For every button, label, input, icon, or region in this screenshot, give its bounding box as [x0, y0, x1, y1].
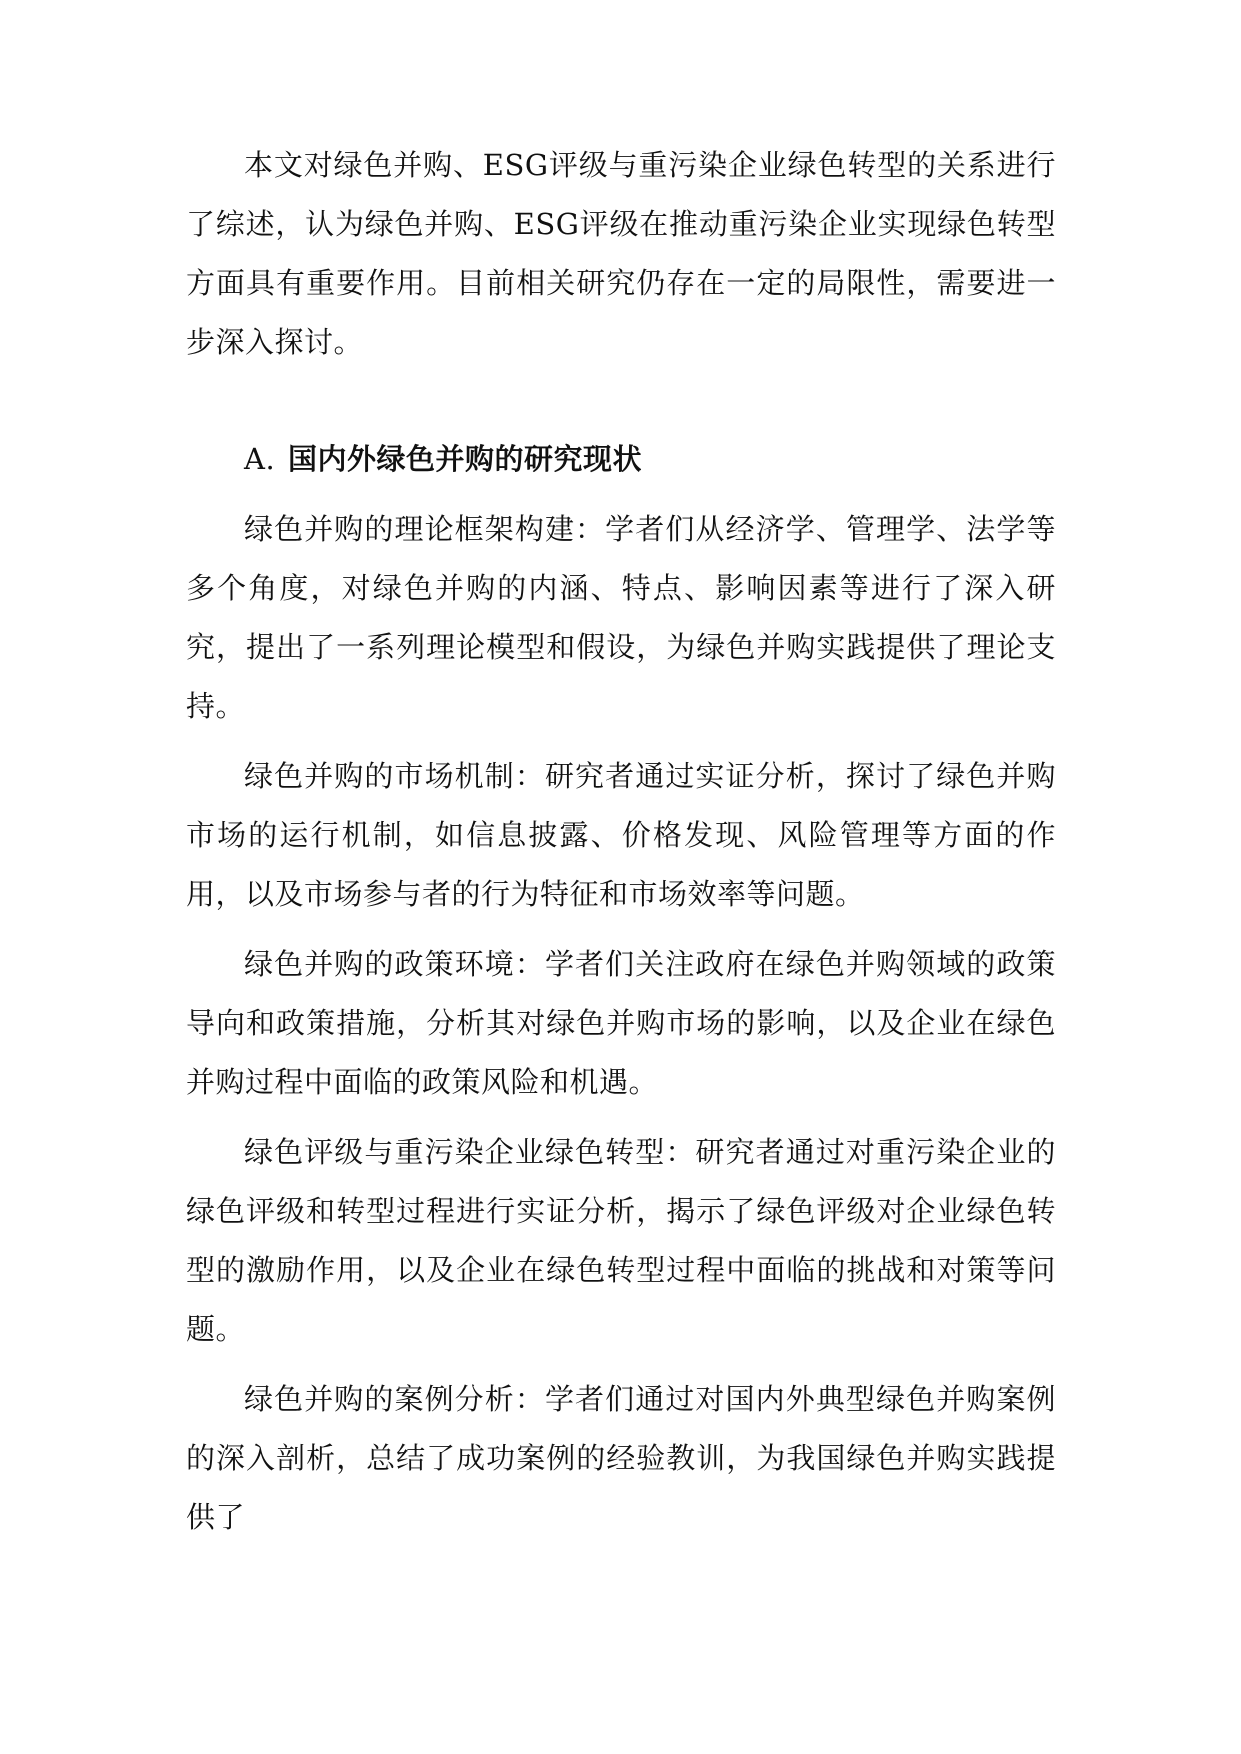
heading-spacer — [186, 489, 1056, 500]
document-body — [186, 136, 1056, 1547]
paragraph-spacer — [186, 924, 1056, 935]
section-heading — [244, 430, 1056, 489]
section-gap — [186, 372, 1056, 430]
section-label: A. — [244, 442, 276, 476]
body-paragraph-cases: 绿色并购的案例分析：学者们通过对国内外典型绿色并购案例的深入剖析，总结了成功案例的经验教训，为我国绿色并购实践提供了 — [186, 1382, 1056, 1534]
paragraph-spacer — [186, 1112, 1056, 1123]
paragraph-spacer — [186, 736, 1056, 747]
intro-paragraph: 本文对绿色并购、ESG评级与重污染企业绿色转型的关系进行了综述，认为绿色并购、ESG评级在推动重污染企业实现绿色转型方面具有重要作用。目前相关研究仍存在一定的局限性，需要进一步深入探讨。 — [186, 148, 1056, 359]
section-title: 国内外绿色并购的研究现状 — [288, 442, 643, 476]
body-paragraph-rating: 绿色评级与重污染企业绿色转型：研究者通过对重污染企业的绿色评级和转型过程进行实证分析，揭示了绿色评级对企业绿色转型的激励作用，以及企业在绿色转型过程中面临的挑战和对策等问题。 — [186, 1135, 1056, 1346]
body-paragraph-policy: 绿色并购的政策环境：学者们关注政府在绿色并购领域的政策导向和政策措施，分析其对绿色并购市场的影响，以及企业在绿色并购过程中面临的政策风险和机遇。 — [186, 947, 1056, 1099]
paragraph-spacer — [186, 1359, 1056, 1370]
body-paragraph-theory: 绿色并购的理论框架构建：学者们从经济学、管理学、法学等多个角度，对绿色并购的内涵、特点、影响因素等进行了深入研究，提出了一系列理论模型和假设，为绿色并购实践提供了理论支持。 — [186, 512, 1056, 723]
body-paragraph-market: 绿色并购的市场机制：研究者通过实证分析，探讨了绿色并购市场的运行机制，如信息披露、价格发现、风险管理等方面的作用，以及市场参与者的行为特征和市场效率等问题。 — [186, 759, 1056, 911]
